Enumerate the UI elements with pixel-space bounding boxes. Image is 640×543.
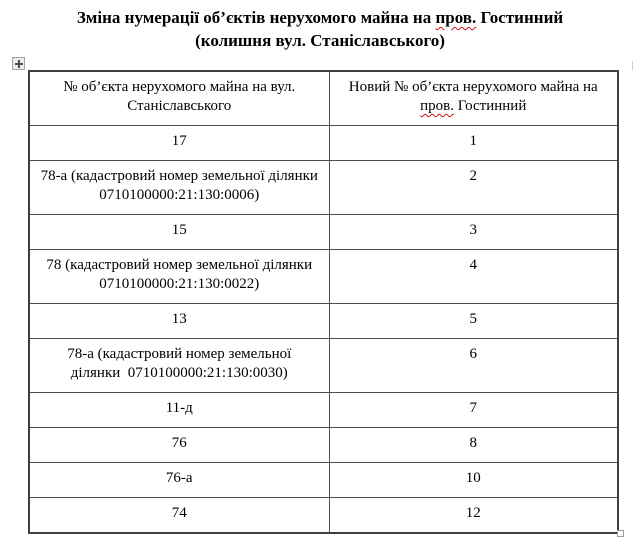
new-number-cell[interactable]: 12 [329,498,618,534]
old-number-cell[interactable]: 13 [29,304,329,339]
renumbering-table-container [28,70,617,534]
header-new-post: Гостинний [454,98,527,114]
new-number-cell[interactable]: 2 [329,161,618,215]
new-number-cell[interactable]: 3 [329,215,618,250]
new-number-cell[interactable]: 7 [329,393,618,428]
document-title-line2: (колишня вул. Станіславського) [195,31,445,50]
table-row [29,428,618,463]
new-number-cell[interactable]: 4 [329,250,618,304]
document-title-line1 [20,6,620,29]
old-number-cell[interactable]: 78-а (кадастровий номер земельної ділянки 0710100000:21:130:0006) [29,161,329,215]
old-number-cell[interactable]: 78 (кадастровий номер земельної ділянки 0710100000:21:130:0022) [29,250,329,304]
table-row [29,463,618,498]
header-cell-new-number[interactable] [329,71,618,126]
old-number-cell[interactable]: 15 [29,215,329,250]
table-row [29,161,618,215]
table-resize-handle-icon[interactable] [617,530,624,537]
document-title[interactable] [20,6,620,52]
header-new-pre: Новий № об’єкта нерухомого майна на [348,79,598,95]
title-text-pre: Зміна нумерації об’єктів нерухомого майна на [76,8,436,27]
old-number-cell[interactable]: 76-а [29,463,329,498]
header-cell-old-number[interactable]: № об’єкта нерухомого майна на вул. Станіславського [29,71,329,126]
renumbering-table [28,70,619,534]
table-row [29,339,618,393]
new-number-cell[interactable]: 6 [329,339,618,393]
misspelled-word-header: пров. [420,98,455,114]
new-number-cell[interactable]: 1 [329,126,618,161]
old-number-cell[interactable]: 76 [29,428,329,463]
old-number-cell[interactable]: 11-д [29,393,329,428]
table-row [29,126,618,161]
old-number-cell[interactable]: 74 [29,498,329,534]
title-text-post: Гостинний [476,8,564,27]
table-row [29,215,618,250]
table-row [29,498,618,534]
table-row [29,250,618,304]
table-header-row [29,71,618,126]
move-cross-horizontal-bar [15,63,23,65]
table-move-handle-icon[interactable] [12,57,25,70]
table-row [29,304,618,339]
table-row [29,393,618,428]
new-number-cell[interactable]: 10 [329,463,618,498]
old-number-cell[interactable]: 17 [29,126,329,161]
misspelled-word-title: пров. [435,8,477,27]
old-number-cell[interactable]: 78-а (кадастровий номер земельної ділянки 0710100000:21:130:0030) [29,339,329,393]
new-number-cell[interactable]: 5 [329,304,618,339]
page-edge-mark [632,61,633,70]
new-number-cell[interactable]: 8 [329,428,618,463]
